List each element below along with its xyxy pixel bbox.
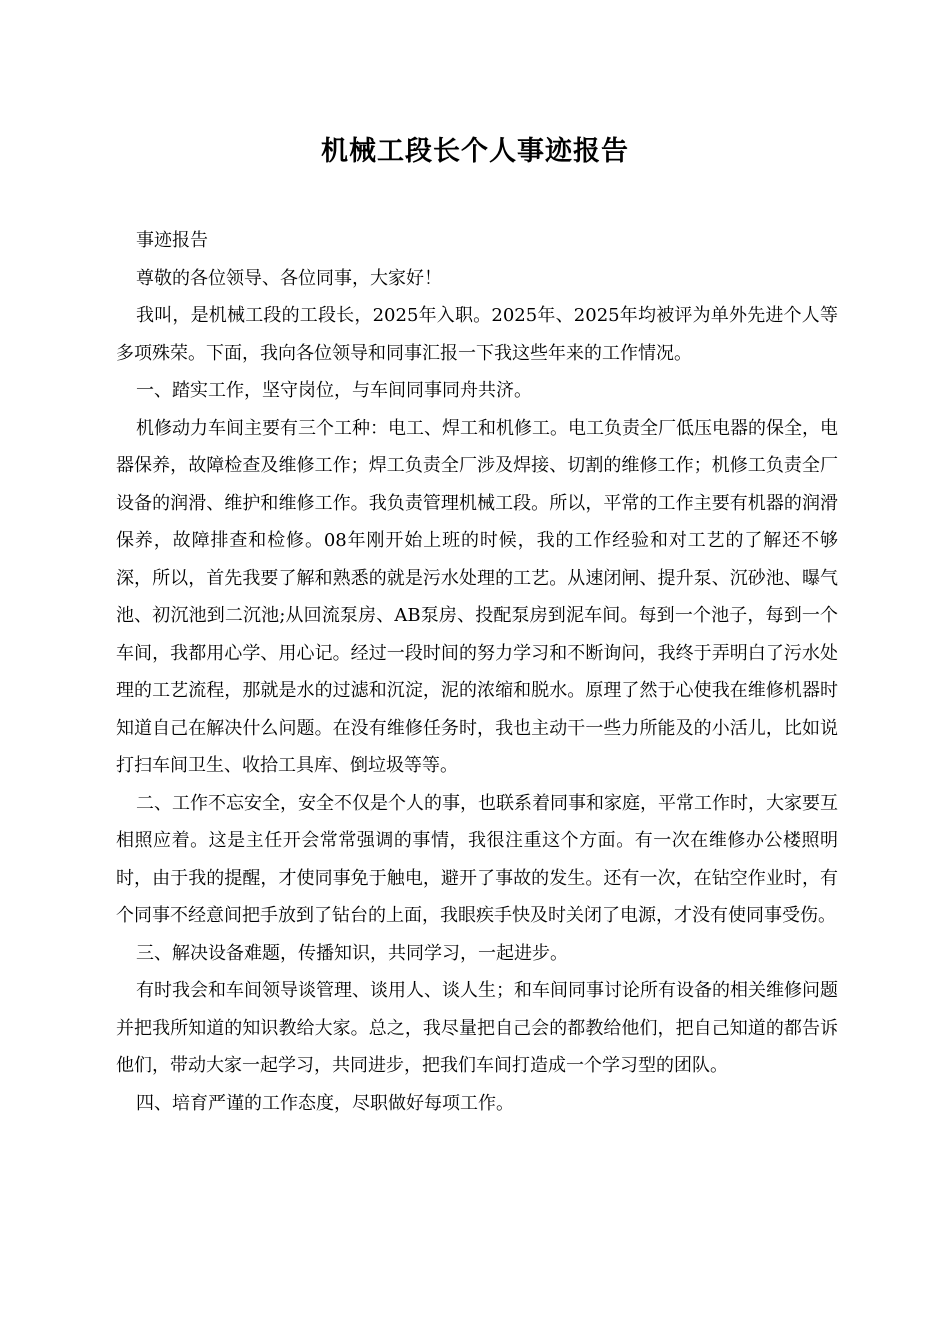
paragraph-heading: 事迹报告 bbox=[136, 230, 208, 251]
section-heading-1: 一、踏实工作，坚守岗位，与车间同事同舟共济。 bbox=[136, 380, 532, 401]
paragraph-intro: 我叫，是机械工段的工段长，2025年入职。2025年、2025年均被评为单外先进个人等多项殊荣。下面，我向各位领导和同事汇报一下我这些年来的工作情况。 bbox=[116, 305, 838, 364]
paragraph-section-3: 有时我会和车间领导谈管理、谈用人、谈人生；和车间同事讨论所有设备的相关维修问题并把我所知道的知识教给大家。总之，我尽量把自己会的都教给他们，把自己知道的都告诉他们，带动大家一起学习，共同进步，把我们车间打造成一个学习型的团队。 bbox=[116, 980, 838, 1076]
section-heading-4: 四、培育严谨的工作态度，尽职做好每项工作。 bbox=[136, 1092, 514, 1114]
section-heading-3: 三、解决设备难题，传播知识，共同学习，一起进步。 bbox=[136, 942, 568, 964]
document-body bbox=[116, 222, 838, 1122]
paragraph-greeting: 尊敬的各位领导、各位同事，大家好！ bbox=[136, 267, 442, 289]
document-title: 机械工段长个人事迹报告 bbox=[321, 136, 629, 167]
paragraph-section-1: 机修动力车间主要有三个工种：电工、焊工和机修工。电工负责全厂低压电器的保全，电器保养，故障检查及维修工作；焊工负责全厂涉及焊接、切割的维修工作；机修工负责全厂设备的润滑、维护和维修工作。我负责管理机械工段。所以，平常的工作主要有机器的润滑保养，故障排查和检修。08年刚开始上班的时候，我的工作经验和对工艺的了解还不够深，所以，首先我要了解和熟悉的就是污水处理的工艺。从速闭闸、提升泵、沉砂池、曝气池、初沉池到二沉池;从回流泵房、AB泵房、投配泵房到泥车间。每到一个池子，每到一个车间，我都用心学、用心记。经过一段时间的努力学习和不断询问，我终于弄明白了污水处理的工艺流程，那就是水的过滤和沉淀，泥的浓缩和脱水。原理了然于心使我在维修机器时知道自己在解决什么问题。在没有维修任务时，我也主动干一些力所能及的小活儿，比如说打扫车间卫生、收拾工具库、倒垃圾等等。 bbox=[116, 417, 838, 776]
paragraph-section-2: 二、工作不忘安全，安全不仅是个人的事，也联系着同事和家庭，平常工作时，大家要互相照应着。这是主任开会常常强调的事情，我很注重这个方面。有一次在维修办公楼照明时，由于我的提醒，才使同事免于触电，避开了事故的发生。还有一次，在钻空作业时，有个同事不经意间把手放到了钻台的上面，我眼疾手快及时关闭了电源，才没有使同事受伤。 bbox=[116, 792, 838, 926]
